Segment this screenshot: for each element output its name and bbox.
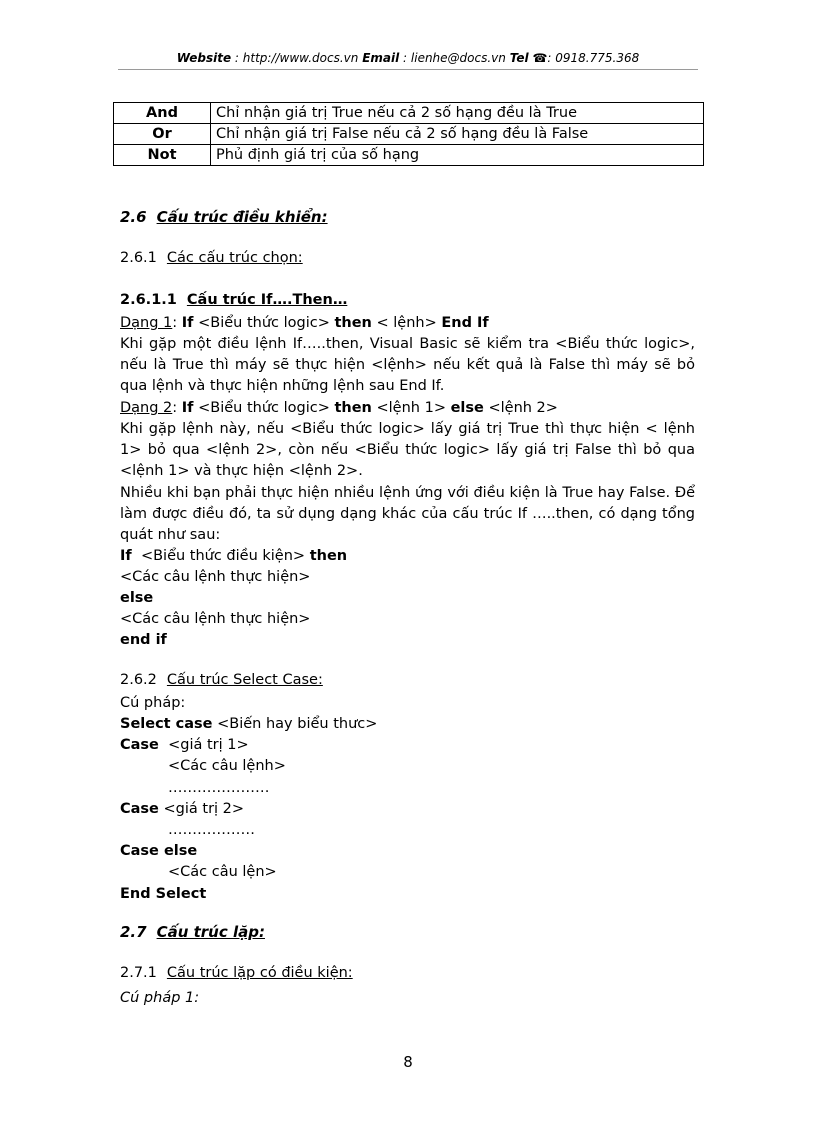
select-syntax-label: Cú pháp:	[120, 695, 186, 711]
tel-value: : 0918.775.368	[547, 51, 640, 65]
table-row	[114, 124, 704, 145]
email-value: : lienhe@docs.vn	[403, 51, 506, 65]
page-number: 8	[403, 1053, 413, 1071]
description-cell: Chỉ nhận giá trị True nếu cả 2 số hạng đều là True	[211, 103, 704, 124]
select-case-line: Select case <Biến hay biểu thưc>	[120, 716, 378, 732]
logical-operators-table	[113, 102, 704, 166]
email-label: Email	[362, 51, 400, 65]
syntax-1-label: Cú pháp 1:	[120, 990, 200, 1006]
page-header	[0, 51, 816, 65]
operator-cell: Not	[114, 145, 211, 166]
case-1-line: Case <giá trị 1>	[120, 737, 249, 753]
case-else-statements: <Các câu lện>	[168, 864, 277, 880]
tel-label: Tel	[509, 51, 529, 65]
general-if-line: If <Biểu thức điều kiện> then	[120, 548, 348, 564]
operator-cell: And	[114, 103, 211, 124]
case-2-ellipsis: ………………	[168, 822, 255, 838]
description-cell: Chỉ nhận giá trị False nếu cả 2 số hạng đều là False	[211, 124, 704, 145]
phone-icon: ☎	[532, 51, 548, 65]
general-else: else	[120, 590, 154, 606]
description-cell: Phủ định giá trị của số hạng	[211, 145, 704, 166]
form-2-syntax: Dạng 2: If <Biểu thức logic> then <lệnh 1> else <lệnh 2>	[120, 400, 558, 416]
case-1-statements: <Các câu lệnh>	[168, 758, 286, 774]
header-divider	[118, 69, 698, 70]
form-2-explanation: Khi gặp lệnh này, nếu <Biểu thức logic> lấy giá trị True thì thực hiện < lệnh 1> bỏ qua <lệnh 2>, còn nếu <Biểu thức logic> lấy giá trị False thì bỏ qua <lệnh 1> và thực hiện <lệnh 2>.	[120, 421, 695, 479]
website-label: Website	[176, 51, 232, 65]
multi-statement-paragraph: Nhiều khi bạn phải thực hiện nhiều lệnh ứng với điều kiện là True hay False. Để làm được điều đó, ta sử dụng dạng khác của cấu trúc If …..then, có dạng tổng quát như sau:	[120, 485, 695, 543]
table-row	[114, 145, 704, 166]
general-else-body: <Các câu lệnh thực hiện>	[120, 611, 311, 627]
case-2-line: Case <giá trị 2>	[120, 801, 245, 817]
operator-cell: Or	[114, 124, 211, 145]
section-2-6-1-heading: 2.6.1 Các cấu trúc chọn:	[120, 250, 303, 266]
table-row	[114, 103, 704, 124]
form-1-explanation: Khi gặp một điều lệnh If…..then, Visual Basic sẽ kiểm tra <Biểu thức logic>, nếu là True thì máy sẽ thực hiện <lệnh> nếu kết quả là False thì máy sẽ bỏ qua lệnh và thực hiện những lệnh sau End If.	[120, 336, 695, 394]
general-end-if: end if	[120, 632, 167, 648]
section-2-6-2-heading: 2.6.2 Cấu trúc Select Case:	[120, 672, 323, 688]
section-2-6-heading: 2.6 Cấu trúc điều khiển:	[120, 208, 328, 226]
section-2-6-1-1-heading: 2.6.1.1 Cấu trúc If….Then…	[120, 292, 348, 308]
end-select-line: End Select	[120, 886, 207, 902]
general-if-body: <Các câu lệnh thực hiện>	[120, 569, 311, 585]
section-2-7-heading: 2.7 Cấu trúc lặp:	[120, 923, 265, 941]
website-value: : http://www.docs.vn	[234, 51, 359, 65]
section-2-7-1-heading: 2.7.1 Cấu trúc lặp có điều kiện:	[120, 965, 353, 981]
case-else-line: Case else	[120, 843, 198, 859]
form-1-syntax: Dạng 1: If <Biểu thức logic> then < lệnh> End If	[120, 315, 489, 331]
case-1-ellipsis: …………………	[168, 780, 270, 796]
